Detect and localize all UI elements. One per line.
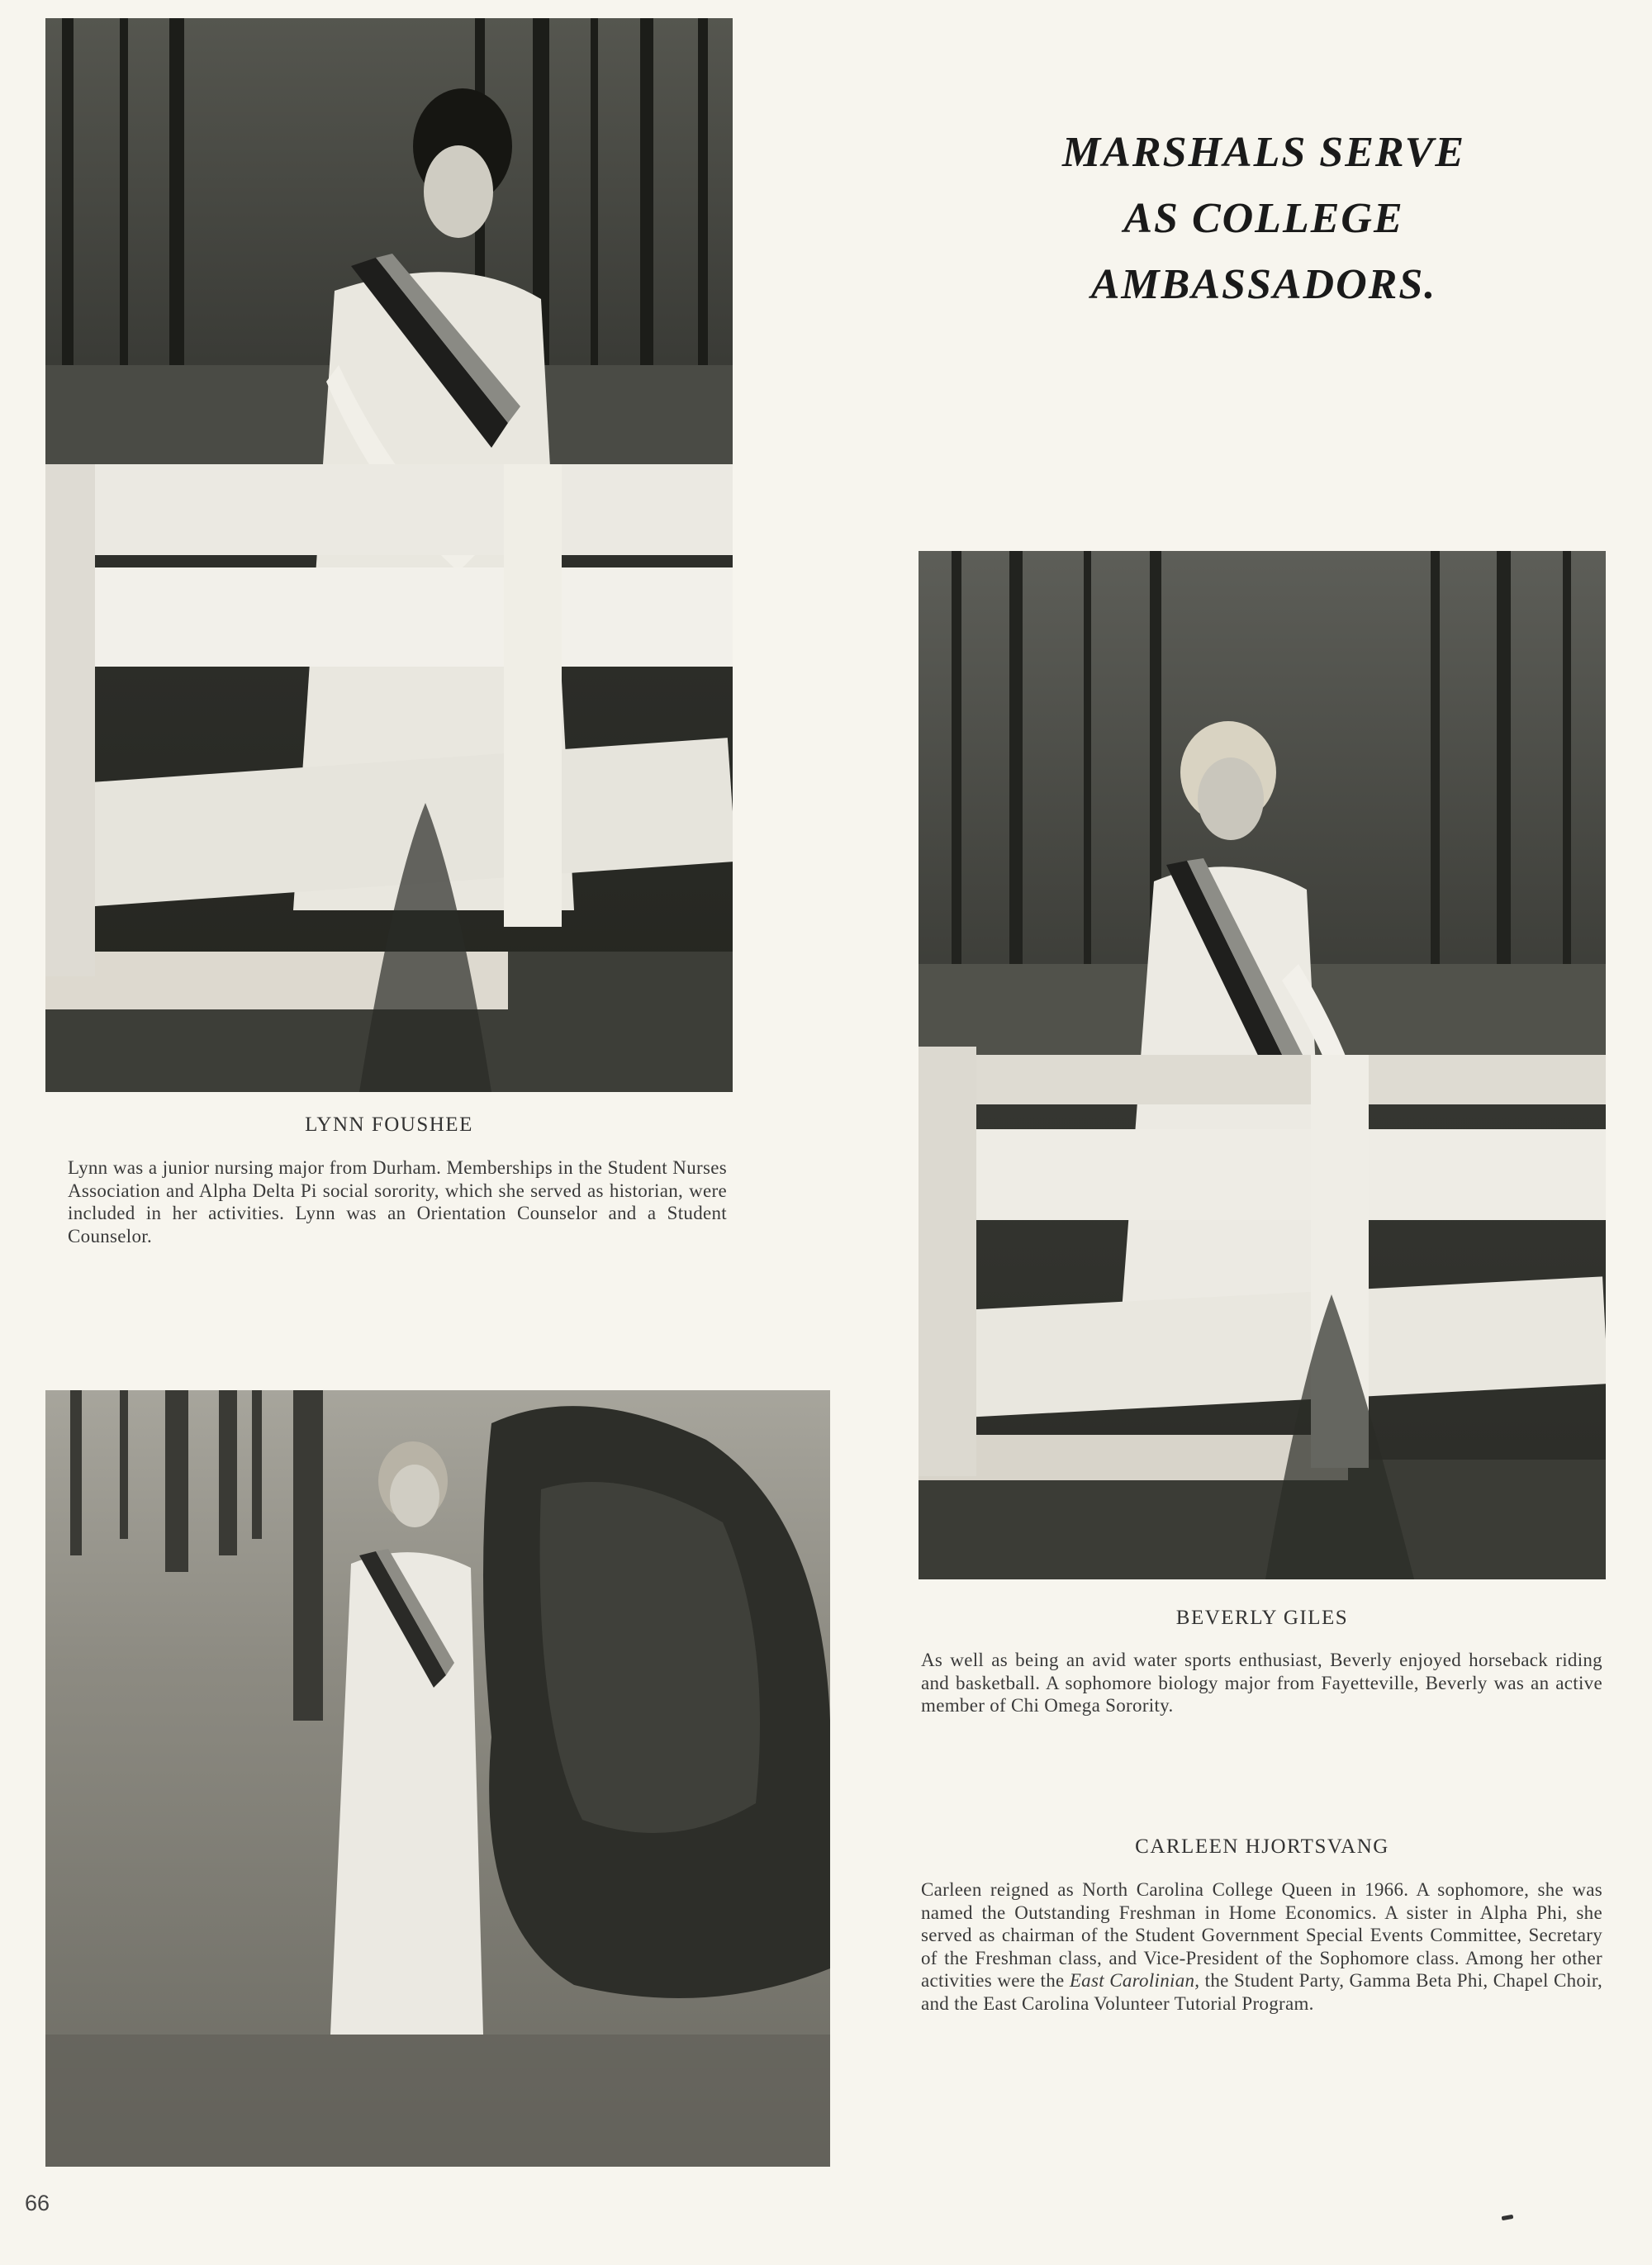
marshal-bio-lynn-foushee: Lynn was a junior nursing major from Durham. Memberships in the Student Nurses Association and Alpha Delta Pi social sorority, which she served as historian, were included in her activities. Lynn was an Orientation Counselor and a Student Counselor. (68, 1157, 727, 1246)
headline-line-3: AMBASSADORS. (1090, 261, 1437, 308)
marshal-bio-beverly-giles: As well as being an avid water sports enthusiast, Beverly enjoyed horseback riding and basketball. A sophomore biology major from Fayetteville, Beverly was an active member of Chi Omega Sorority. (921, 1650, 1602, 1716)
page-headline (950, 120, 1578, 318)
marshal-name-beverly-giles: BEVERLY GILES (1175, 1607, 1349, 1629)
bio-text-part-2: the Student Party, Gamma Beta Phi, Chapel Choir, and the East Carolina Volunteer Tutorial Program. (921, 1970, 1603, 2014)
photo-lynn-foushee (45, 18, 733, 1092)
print-speck (1502, 2215, 1514, 2220)
headline-line-1: MARSHALS SERVE (1061, 129, 1466, 176)
photo-carleen-hjortsvang (45, 1390, 830, 2167)
bio-text-part-1: Carleen reigned as North Carolina College Queen in 1966. A sophomore, she was named the Outstanding Freshman in Home Economics. A sister in Alpha Phi, she served as chairman of the Student Government Special Events Committee, Secretary of the Freshman class, and Vice-President of the Sophomore class. Among her other activities were the (921, 1879, 1602, 1991)
page-number: 66 (25, 2191, 50, 2215)
marshal-bio-carleen-hjortsvang (921, 1878, 1602, 2015)
photo-beverly-giles (919, 551, 1606, 1579)
bio-publication-title: East Carolinian, (1069, 1970, 1200, 1991)
headline-line-2: AS COLLEGE (1123, 195, 1404, 242)
marshal-name-lynn-foushee: LYNN FOUSHEE (305, 1114, 473, 1136)
marshal-name-carleen-hjortsvang: CARLEEN HJORTSVANG (1135, 1835, 1389, 1858)
